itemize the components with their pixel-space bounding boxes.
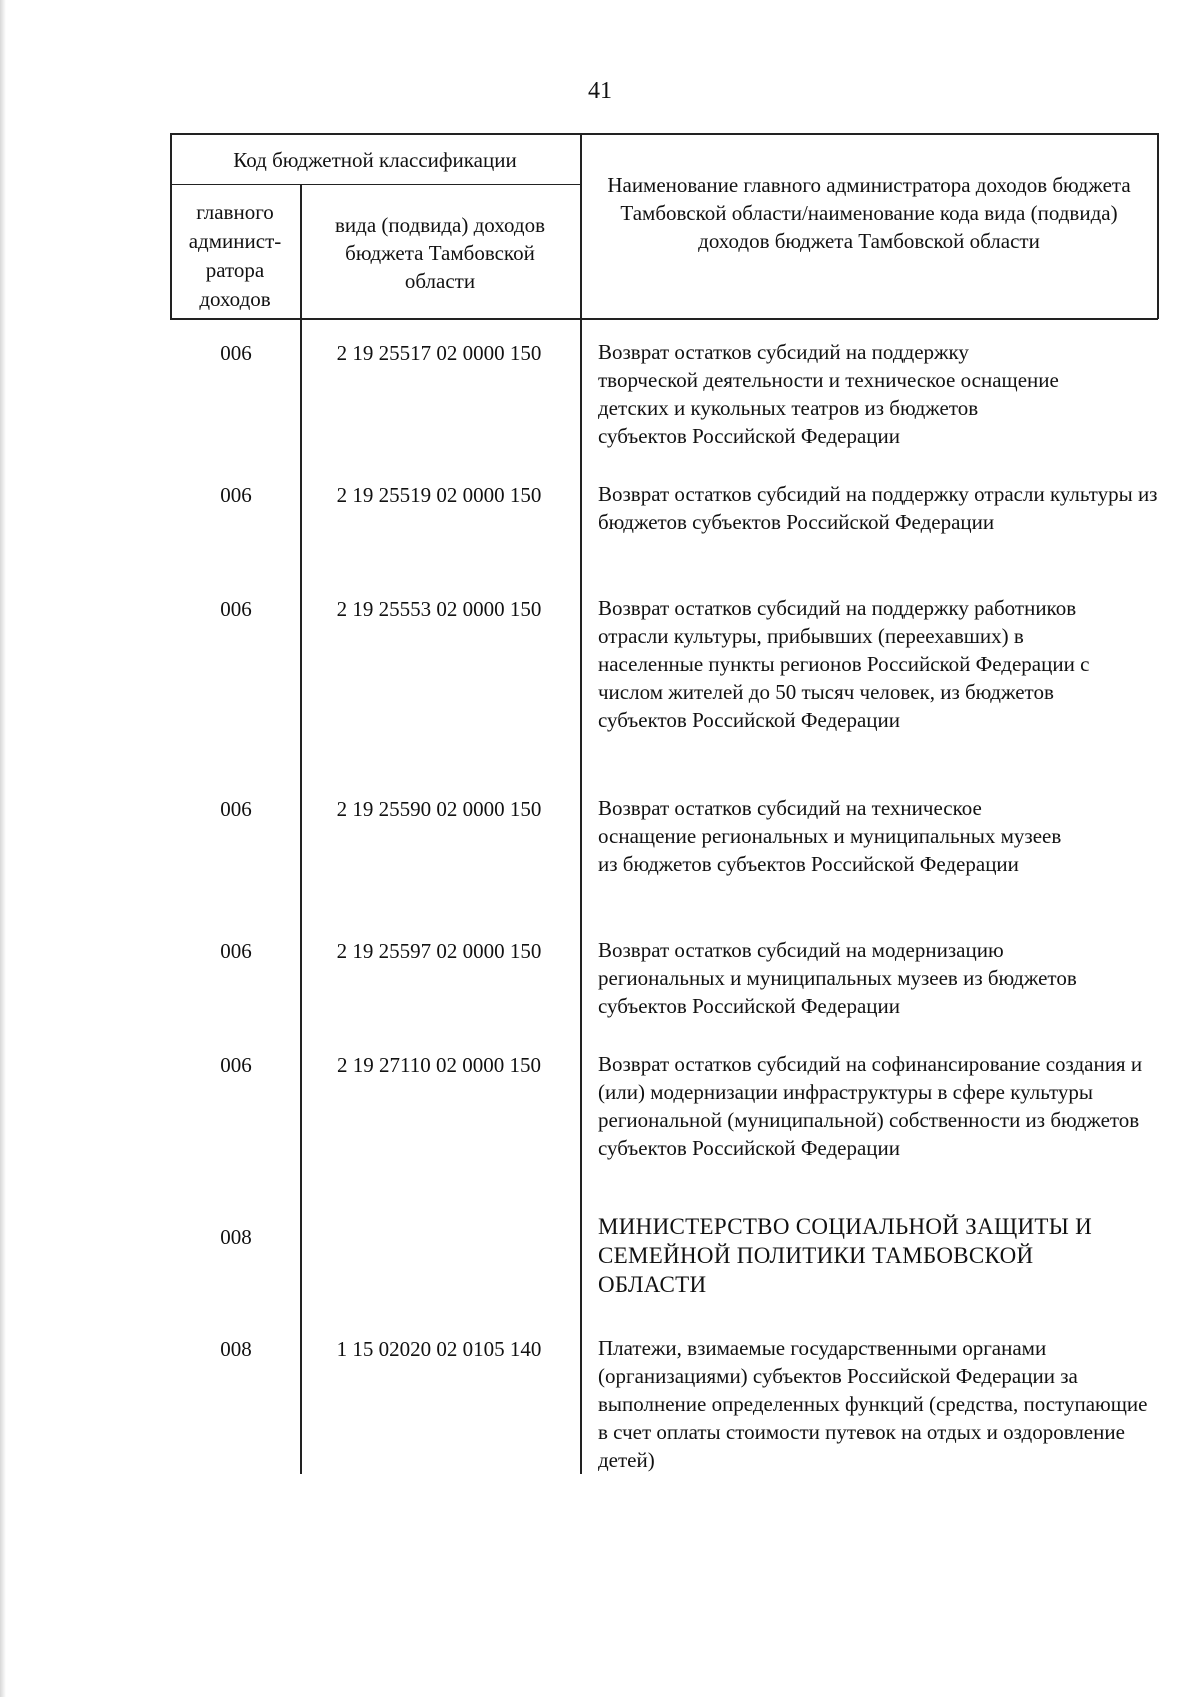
table-row-2-code: 2 19 25519 02 0000 150 — [336, 483, 542, 507]
table-row-4-name: Возврат остатков субсидий на техническое оснащение региональных и муниципальных музеев из бюджетов субъектов Российской Федерации — [598, 796, 1062, 876]
table-row-6-admin: 006 — [220, 1053, 252, 1077]
header-col-name: Наименование главного администратора доходов бюджета Тамбовской области/наименование кода вида (подвида) доходов бюджета Тамбовской области — [607, 173, 1131, 253]
table-row-3-code: 2 19 25553 02 0000 150 — [336, 597, 542, 621]
table-row-1-code: 2 19 25517 02 0000 150 — [336, 341, 542, 365]
table-row-5-code: 2 19 25597 02 0000 150 — [336, 939, 542, 963]
page-number: 41 — [588, 78, 612, 104]
table-right-border — [1157, 133, 1159, 319]
table-row-8-admin: 008 — [220, 1337, 252, 1361]
table-row-6-code: 2 19 27110 02 0000 150 — [337, 1053, 541, 1077]
table-row-3-name: Возврат остатков субсидий на поддержку работников отрасли культуры, прибывших (переехавших) в населенные пункты регионов Российской Федерации с числом жителей до 50 тысяч человек, из бюджетов субъектов Российской Федерации — [598, 596, 1090, 732]
table-row-1-admin: 006 — [220, 341, 252, 365]
table-row-2-admin: 006 — [220, 483, 252, 507]
group-divider — [170, 184, 580, 185]
table-row-4-admin: 006 — [220, 797, 252, 821]
table-row-4-code: 2 19 25590 02 0000 150 — [336, 797, 542, 821]
column-divider-1 — [300, 184, 302, 1474]
header-bottom-border — [170, 318, 1158, 320]
table-row-8-code: 1 15 02020 02 0105 140 — [336, 1337, 542, 1361]
scan-edge-shadow — [0, 0, 6, 1697]
table-row-3-admin: 006 — [220, 597, 252, 621]
table-row-1-name: Возврат остатков субсидий на поддержку творческой деятельности и техническое оснащение детских и кукольных театров из бюджетов субъектов Российской Федерации — [598, 340, 1059, 448]
header-col-admin: главного админист-ратора доходов — [188, 200, 282, 311]
header-col-code: вида (подвида) доходов бюджета Тамбовской области — [335, 213, 545, 293]
table-top-border — [170, 133, 1158, 135]
table-row-2-name: Возврат остатков субсидий на поддержку отрасли культуры из бюджетов субъектов Российской Федерации — [598, 482, 1158, 534]
table-row-7-name: МИНИСТЕРСТВО СОЦИАЛЬНОЙ ЗАЩИТЫ И СЕМЕЙНОЙ ПОЛИТИКИ ТАМБОВСКОЙ ОБЛАСТИ — [598, 1214, 1093, 1297]
column-divider-2 — [580, 133, 582, 1474]
table-row-5-admin: 006 — [220, 939, 252, 963]
table-row-7-admin: 008 — [220, 1225, 252, 1249]
header-group-label: Код бюджетной классификации — [233, 148, 517, 172]
table-row-5-name: Возврат остатков субсидий на модернизацию региональных и муниципальных музеев из бюджетов субъектов Российской Федерации — [598, 938, 1077, 1018]
table-row-8-name: Платежи, взимаемые государственными органами (организациями) субъектов Российской Федерации за выполнение определенных функций (средства, поступающие в счет оплаты стоимости путевок на отдых и оздоровление детей) — [598, 1336, 1148, 1472]
table-row-6-name: Возврат остатков субсидий на софинансирование создания и (или) модернизации инфраструктуры в сфере культуры региональной (муниципальной) собственности из бюджетов субъектов Российской Федерации — [598, 1052, 1143, 1160]
